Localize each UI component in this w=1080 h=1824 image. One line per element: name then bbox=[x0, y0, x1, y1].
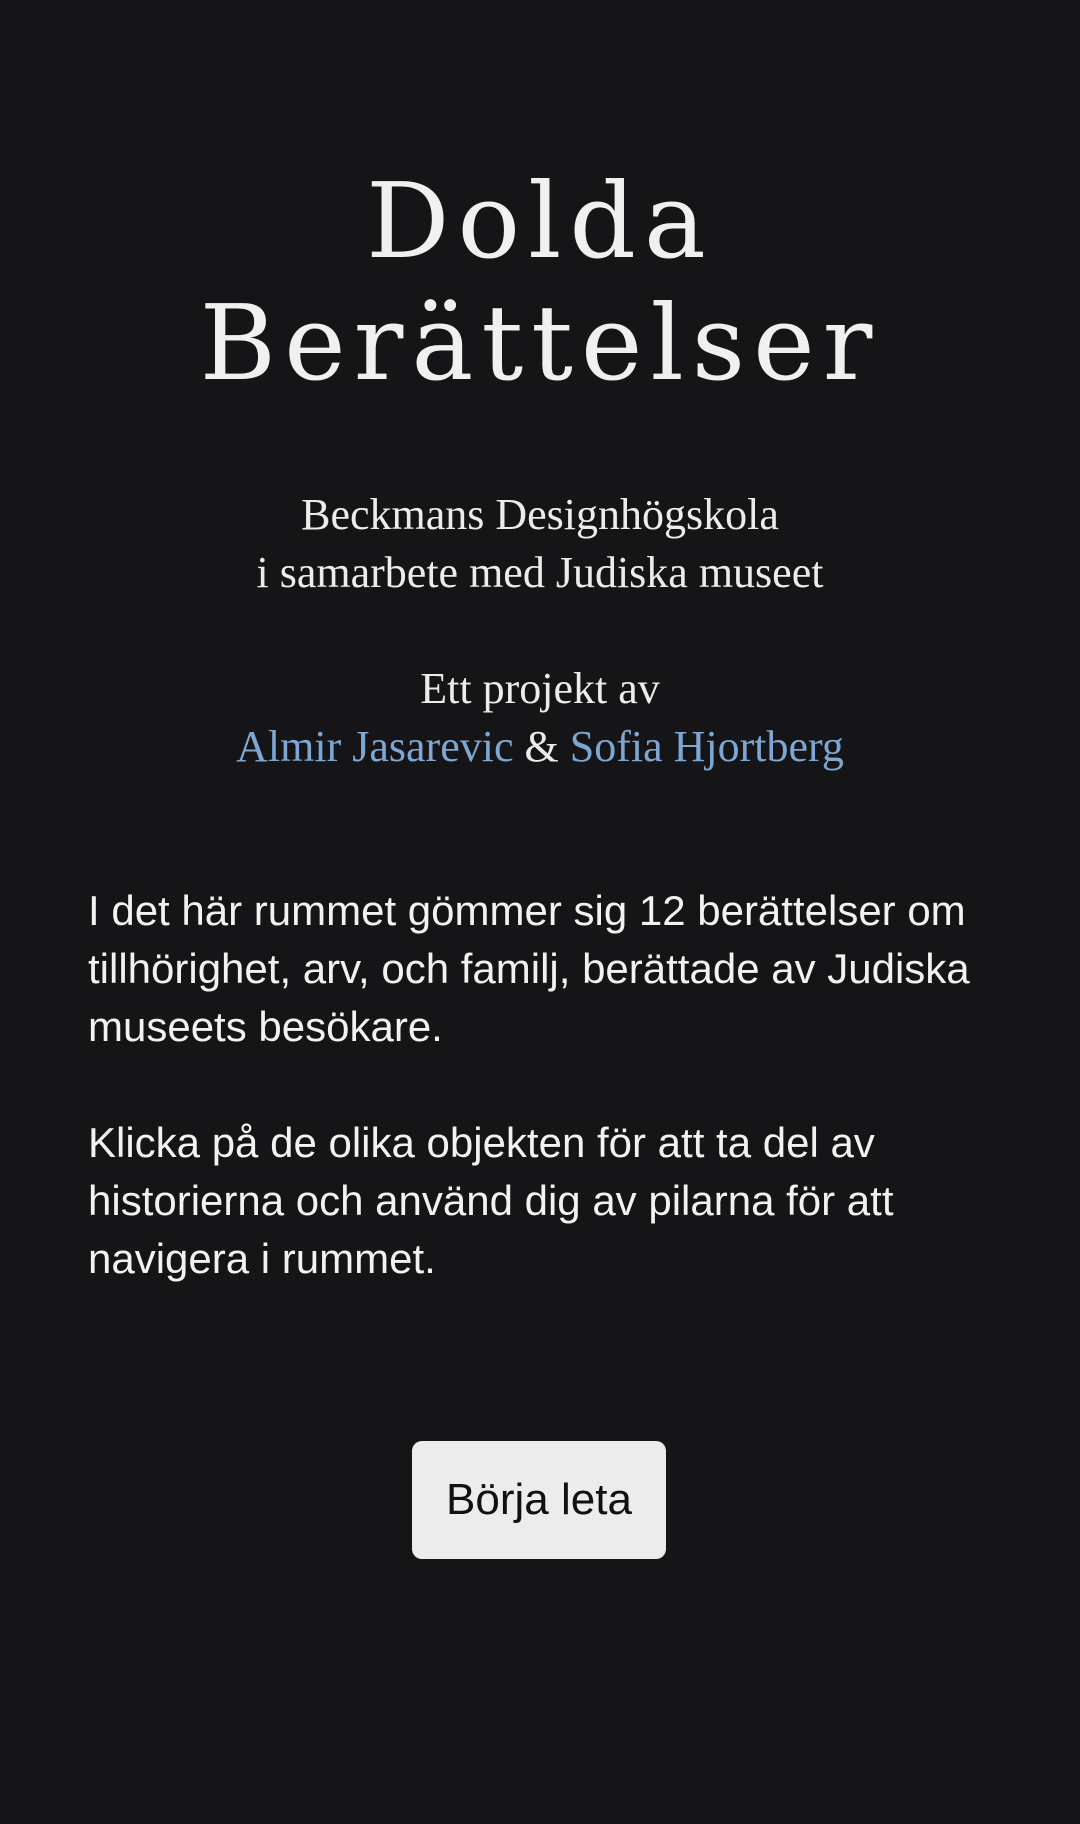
collaboration-text: i samarbete med Judiska museet bbox=[256, 548, 824, 597]
description-paragraph-1: I det här rummet gömmer sig 12 berättelser om tillhörighet, arv, och familj, berättade av Judiska museets besökare. bbox=[88, 887, 970, 1050]
credits-intro: Ett projekt av bbox=[420, 664, 660, 713]
start-searching-button[interactable]: Börja leta bbox=[412, 1441, 666, 1559]
author-link-almir[interactable]: Almir Jasarevic bbox=[236, 722, 514, 771]
author-link-sofia[interactable]: Sofia Hjortberg bbox=[569, 722, 844, 771]
author-separator: & bbox=[524, 722, 559, 771]
institution-name: Beckmans Designhögskola bbox=[301, 490, 779, 539]
credits-authors bbox=[0, 718, 1080, 776]
title-line-2: Berättelser bbox=[199, 282, 881, 404]
intro-description bbox=[88, 882, 1018, 1346]
project-credits bbox=[0, 660, 1080, 776]
title-line-1: Dolda bbox=[366, 160, 714, 282]
description-paragraph-2: Klicka på de olika objekten för att ta del av historierna och använd dig av pilarna för att navigera i rummet. bbox=[88, 1119, 894, 1282]
institution-subtitle bbox=[0, 486, 1080, 602]
page-title bbox=[0, 160, 1080, 404]
